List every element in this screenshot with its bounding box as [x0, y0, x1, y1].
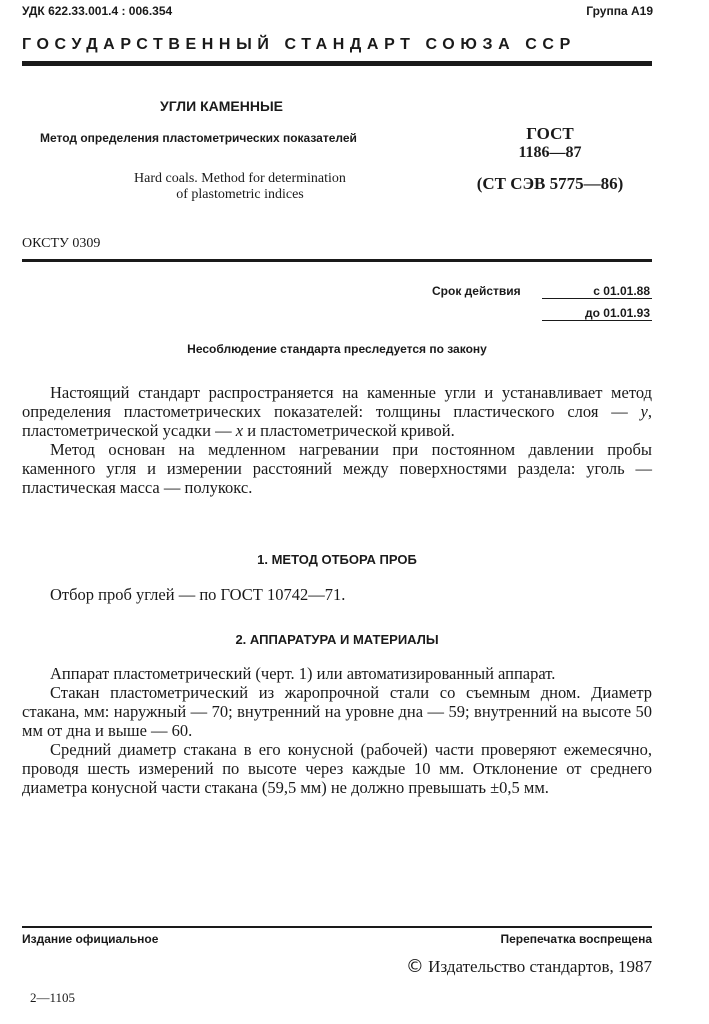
- document-title: УГЛИ КАМЕННЫЕ: [160, 98, 283, 114]
- page-code: 2—1105: [30, 990, 76, 1005]
- section-2-heading: 2. АППАРАТУРА И МАТЕРИАЛЫ: [235, 632, 439, 647]
- validity-line-1: [542, 298, 652, 299]
- section-2-paragraph-1: Аппарат пластометрический (черт. 1) или автоматизированный аппарат.: [50, 664, 556, 683]
- english-title-line-1: Hard coals. Method for determination: [134, 171, 346, 186]
- copyright-line: [406, 956, 652, 977]
- intro-paragraph-2: Метод основан на медленном нагревании при постоянном давлении пробы каменного угля и измерении расстояний между поверхностями раздела: уголь — пластическая масса — полукокс.: [22, 440, 652, 497]
- section-1-heading: 1. МЕТОД ОТБОРА ПРОБ: [257, 552, 417, 567]
- header-rule: [22, 61, 652, 66]
- title-rule: [22, 259, 652, 262]
- reprint-prohibited: Перепечатка воспрещена: [500, 932, 652, 946]
- intro-paragraph-1: [22, 383, 652, 440]
- document-subtitle: Метод определения пластометрических показателей: [40, 131, 357, 145]
- st-sev-number: (СТ СЭВ 5775—86): [476, 174, 624, 193]
- section-2-paragraph-2: Стакан пластометрический из жаропрочной стали со съемным дном. Диаметр стакана, мм: наружный — 70; внутренний на уровне дна — 59; внутренний на высоте 50 мм от дна и выше — 60.: [22, 683, 652, 740]
- english-title-line-2: of plastometric indices: [176, 187, 304, 202]
- validity-from: с 01.01.88: [593, 284, 650, 298]
- udk-code: УДК 622.33.001.4 : 006.354: [22, 4, 173, 18]
- okstu-code: ОКСТУ 0309: [22, 236, 101, 251]
- intro-text-b: , пластометрической усадки —: [22, 402, 652, 440]
- group-code: Группа А19: [586, 4, 653, 18]
- symbol-x: x: [235, 421, 244, 440]
- section-2-paragraph-3: Средний диаметр стакана в его конусной (рабочей) части проверяют ежемесячно, проводя шесть измерений по высоте через каждые 10 мм. Отклонение от среднего диаметра конусной части стакана (59,5 мм) не должно превышать ±0,5 мм.: [22, 740, 652, 797]
- intro-text-c: и пластометрической кривой.: [243, 421, 455, 440]
- intro-section: [22, 383, 652, 497]
- official-edition: Издание официальное: [22, 932, 159, 946]
- gost-designation: [450, 124, 650, 194]
- section-1-body: [22, 585, 652, 604]
- gost-number: 1186—87: [518, 144, 582, 161]
- gost-label: ГОСТ: [526, 124, 574, 143]
- copyright-icon: ©: [405, 956, 424, 977]
- symbol-y: y: [640, 402, 648, 421]
- state-standard-heading: ГОСУДАРСТВЕННЫЙ СТАНДАРТ СОЮЗА ССР: [22, 36, 576, 53]
- section-2-body: [22, 664, 652, 797]
- legal-notice: Несоблюдение стандарта преследуется по закону: [187, 342, 487, 356]
- english-title: [40, 171, 440, 203]
- footer-rule: [22, 926, 652, 928]
- validity-line-2: [542, 320, 652, 321]
- intro-text-a: Настоящий стандарт распространяется на каменные угли и устанавливает метод определения пластометрических показателей: толщины пластического слоя —: [22, 383, 652, 421]
- validity-to: до 01.01.93: [585, 306, 650, 320]
- section-1-text: Отбор проб углей — по ГОСТ 10742—71.: [50, 585, 346, 604]
- publisher-text: Издательство стандартов, 1987: [428, 957, 652, 976]
- validity-label: Срок действия: [432, 284, 521, 298]
